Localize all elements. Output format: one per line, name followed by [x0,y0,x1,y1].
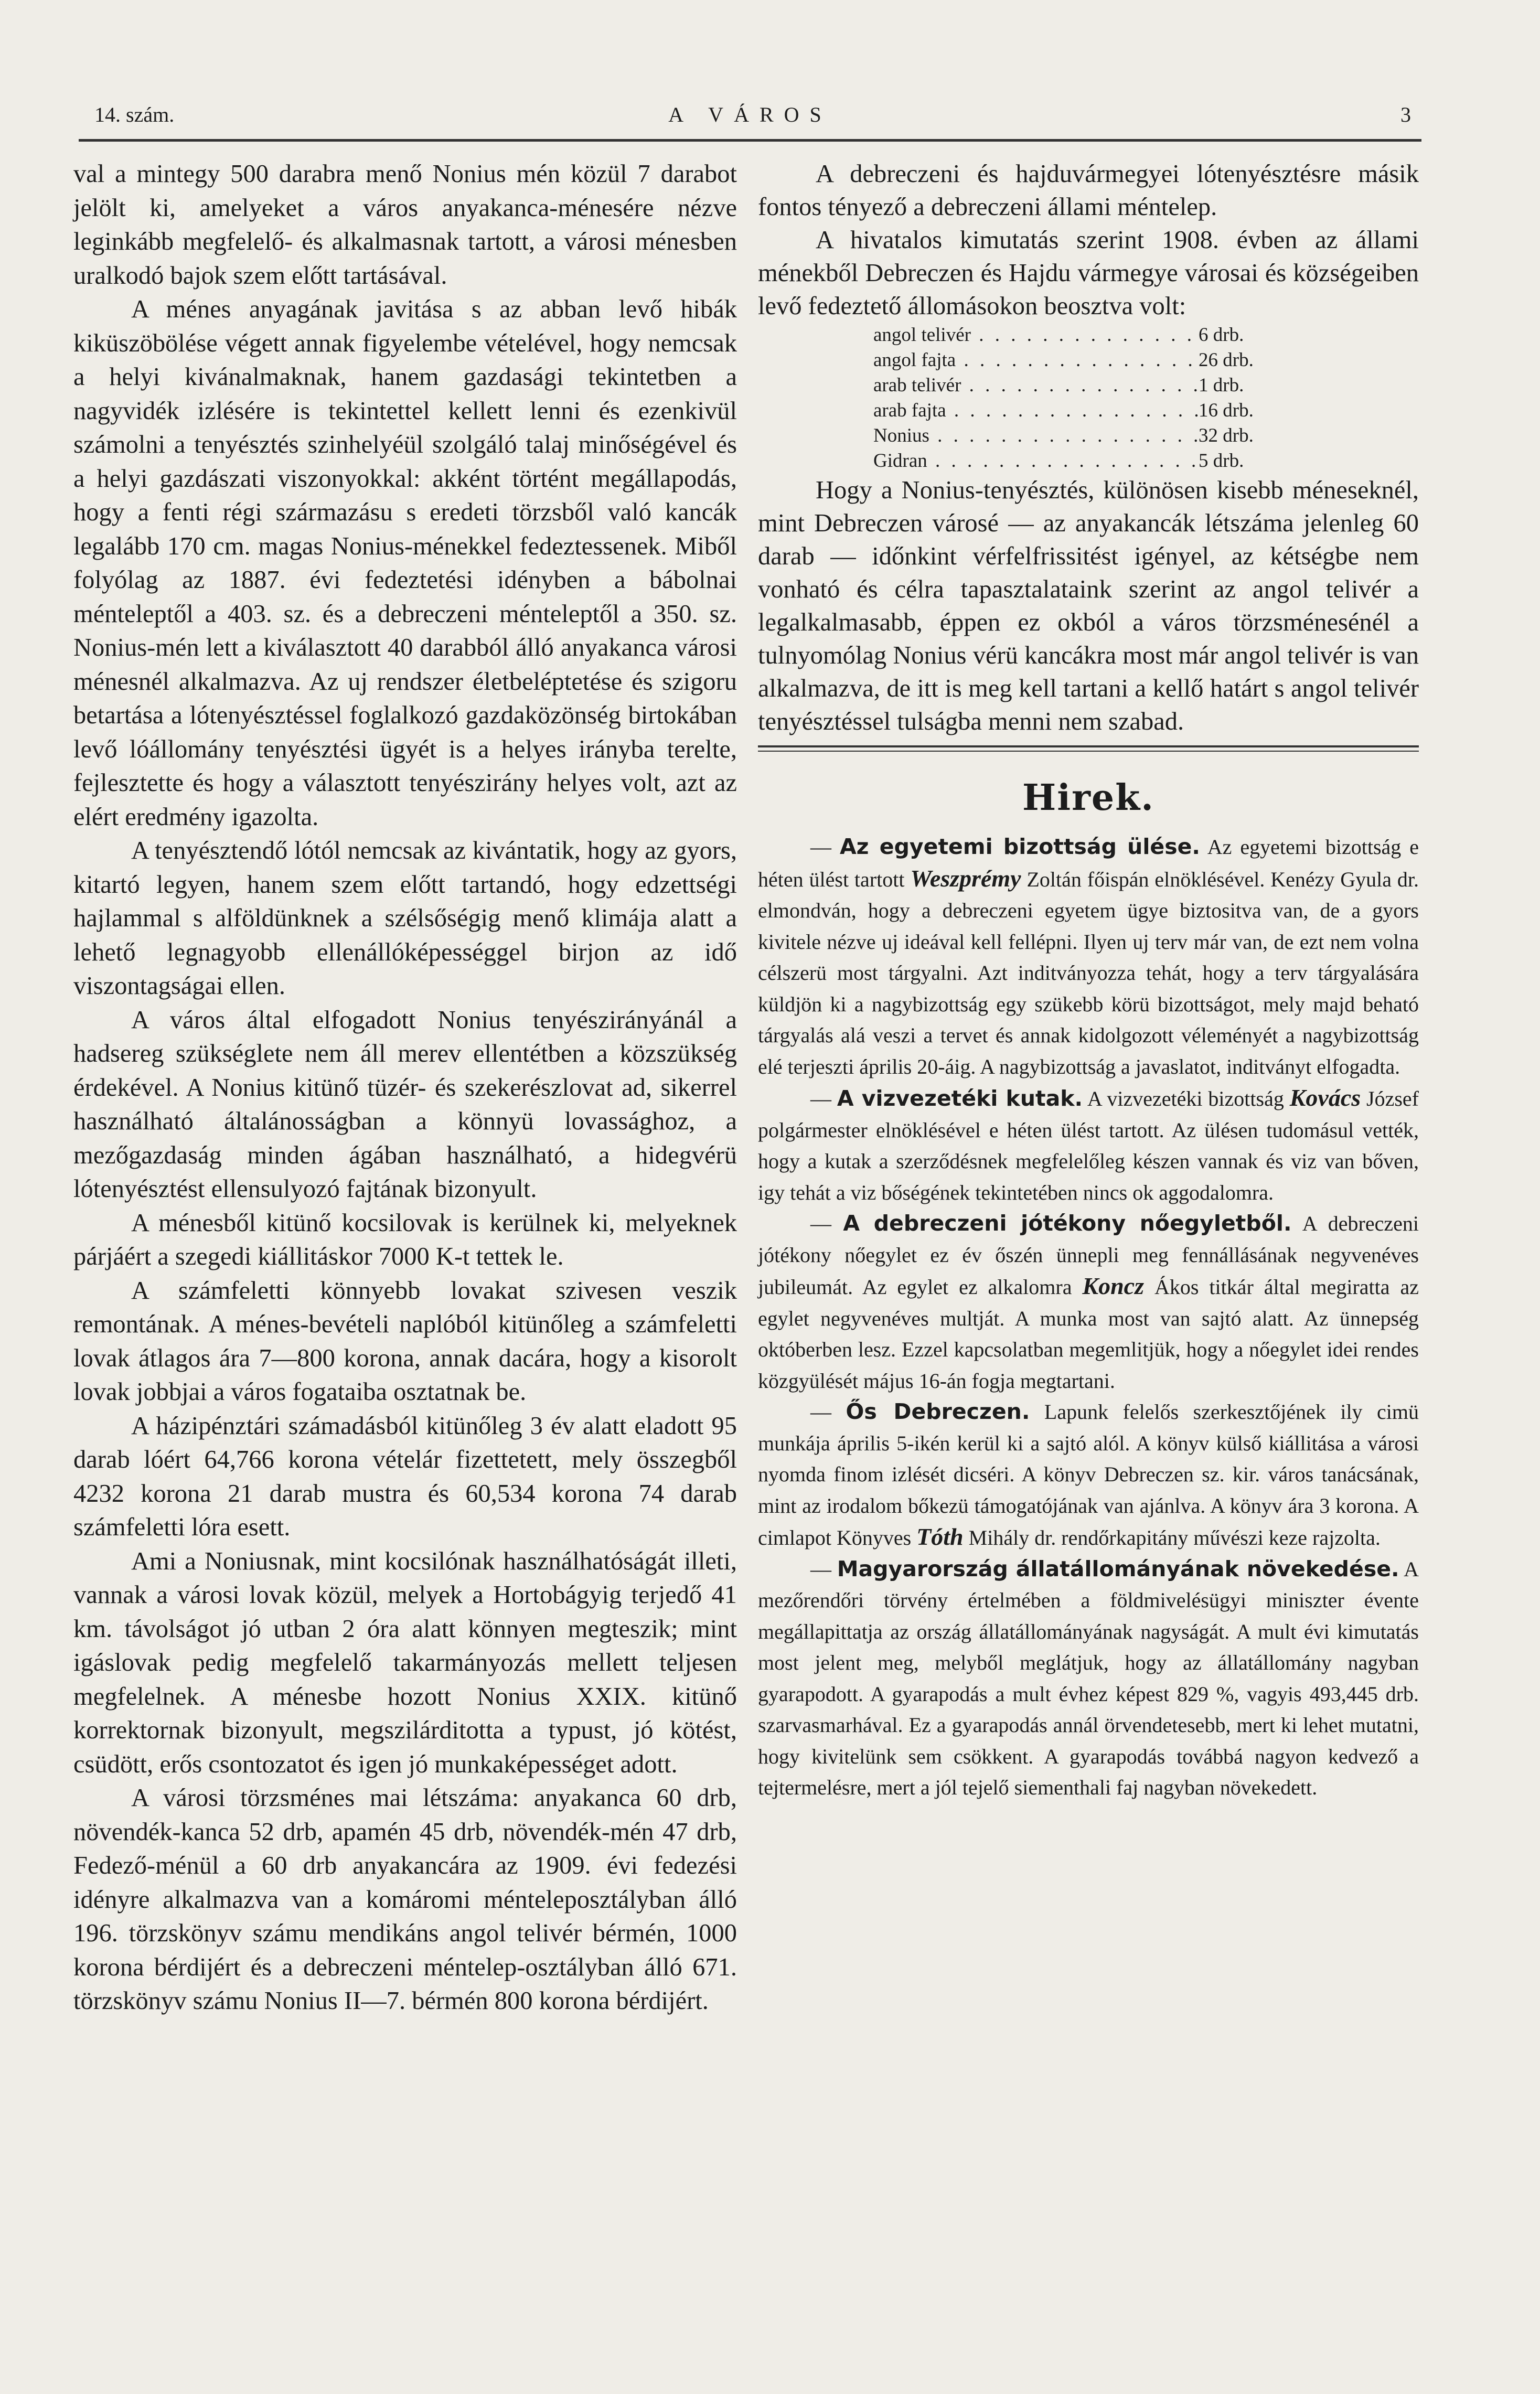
table-row [873,348,1293,373]
person-name: Koncz [1082,1273,1144,1299]
breed-count: 26 drb. [1199,349,1254,371]
masthead-title: A VÁROS [668,103,832,126]
breed-label: angol fajta . . . [873,348,1199,373]
news-item: — A debreczeni jótékony nőegyletből. A debreczeni jótékony nőegylet ez év őszén ünnepli meg fennállásának negyvenéves jubileumát. Az egylet ez alkalomra Koncz Ákos titkár által megiratta az egylet negyvenéves multját. A munka most van sajtó alatt. Az ünnepség októberben lesz. Ezzel kapcsolatban megemlitjük, hogy a nőegylet idei rendes közgyülését május 16-án fogja megtartani. [758,1211,1419,1393]
breed-count: 6 drb. [1199,324,1244,346]
news-text: Lapunk felelős szerkesztőjének ily cimü munkája április 5-ikén kerül ki a sajtó alól. A könyv külső kiállitása a városi nyomda finom izlését dicséri. A könyv Debreczen sz. kir. város tanácsának, mint az irodalom bőkezü támogatójának van ajánlva. A könyv ára 3 korona. A cimlapot Könyves [758,1400,1419,1549]
news-text: A mezőrendőri törvény értelmében a földmivelésügyi miniszter évente megállapittatja az ország állatállományának nagyságát. A mult évi kimutatás most jelent meg, melyből meglátjuk, hogy az állatállomány nagyban gyarapodott. A gyarapodás a mult évhez képest 829 %, vagyis 493,445 drb. szarvasmarhával. Ez a gyarapodás annál örvendetesebb, mert ki lehet mutatni, hogy kivitelünk sem csökkent. A gyarapodás továbbá nagyon kedvező a tejtermelésre, mert a jól tejelő siementhali faj nagyban növekedett. [758,1557,1419,1799]
breed-label: angol telivér . . . [873,323,1199,348]
news-text: Az egyetemi bizottság e héten ülést tartott [758,835,1419,891]
paragraph: A ménesből kitünő kocsilovak is kerülnek ki, melyeknek párjáért a szegedi kiállitáskor 7000 K-t tettek le. [73,1209,737,1270]
news-item: — Ős Debreczen. Lapunk felelős szerkesztőjének ily cimü munkája április 5-ikén kerül ki a sajtó alól. A könyv külső kiállitása a városi nyomda finom izlését dicséri. A könyv Debreczen sz. kir. város tanácsának, mint az irodalom bőkezü támogatójának van ajánlva. A könyv ára 3 korona. A cimlapot Könyves Tóth Mihály dr. rendőrkapitány művészi keze rajzolta. [758,1399,1419,1550]
paragraph: Ami a Noniusnak, mint kocsilónak használhatóságát illeti, vannak a városi lovak közül, melyek a Hortobágyig terjedő 41 km. távolságot jó utban 2 óra alatt könnyen megteszik; mint igáslovak pedig megfelelő takarmányozás mellett teljesen megfelelnek. A ménesbe hozott Nonius XXIX. kitünő korrektornak bizonyult, megszilárditotta a typust, jó kötést, csüdött, erős csontozatot és igen jó munkaképességet adott. [73,1547,737,1778]
news-text: Zoltán főispán elnöklésével. Kenézy Gyula dr. elmondván, hogy a debreczeni egyetem ügye biztositva van, de a gyors kivitele nézve uj ideával kell fellépni. Ilyen uj terv már van, de ezt nem volna célszerü most tárgyalni. Azt inditványozza tehát, hogy a terv tárgyalására küldjön ki a nagybizottság egy szükebb körü bizottságot, mely majd beható tárgyalás alá veszi a tervet és annak kidolgozott véleményét a nagybizottság elé terjeszti április 20-áig. A nagybizottság a javaslatot, inditványt elfogadta. [758,867,1419,1078]
breed-label: Gidran . . . [873,448,1199,474]
breed-count: 1 drb. [1199,375,1244,396]
news-item: — A vizvezetéki kutak. A vizvezetéki bizottság Kovács József polgármester elnöklésével e héten ülést tartott. Az ülésen tudomásul vették, hogy a kutak a szerződésnek megfelelőleg készen vannak és viz van bőven, igy tehát a viz bőségének tekintetében nincs ok aggodalomra. [758,1084,1419,1204]
news-headline: Az egyetemi bizottság ülése. [839,834,1200,859]
table-row [873,423,1293,448]
paragraph: A város által elfogadott Nonius tenyészirányánál a hadsereg szükséglete nem áll merev ellentétben a közszükség érdekével. A Nonius kitünő tüzér- és szekerészlovat ad, sikerrel használható általánosságban a könnyü lovassághoz, a mezőgazdaság minden ágában használható, a hidegvérü lótenyésztést ellensulyozó fajtának bizonyult. [73,1006,737,1203]
table-row [873,323,1293,348]
person-name: Kovács [1289,1084,1361,1111]
person-name: Weszprémy [910,864,1021,892]
news-headline: Magyarország állatállományának növekedése. [837,1556,1399,1581]
paragraph: A ménes anyagának javitása s az abban levő hibák kiküszöbölése végett annak figyelembe vételével, hogy nemcsak a helyi kivánalmaknak, hanem gazdasági tekintetben a nagyvidék izlésére is tekintettel kellett lenni és ezenkivül számolni a tenyésztés szinhelyéül szolgáló talaj minőségével és a helyi gazdászati viszonyokkal: akként történt megállapodás, hogy a fenti régi származásu s eredeti törzsből való kancák legalább 170 cm. magas Nonius-ménekkel fedeztessenek. Miből folyólag az 1887. évi fedeztetési idényben a bábolnai ménteleptől a 403. sz. és a debreczeni ménteleptől a 350. sz. Nonius-mén lett a kiválasztott 40 darabból álló anyakanca városi ménesnél alkalmazva. Az uj rendszer életbeléptetése és szigoru betartása a lótenyésztéssel foglalkozó gazdaközönség birtokában levő lóállomány tenyésztési ügyét is a helyes irányba terelte, fejlesztette és hogy a választott tenyészirány helyes volt, azt az elért eredmény igazolta. [73,295,737,831]
paragraph: A debreczeni és hajduvármegyei lótenyésztésre másik fontos tényező a debreczeni állami méntelep. [758,160,1419,221]
news-section-title: Hirek. [1022,777,1154,819]
table-row [873,398,1293,423]
news-text: A debreczeni jótékony nőegylet ez év őszén ünnepli meg fennállásának negyvenéves jubileumát. Az egylet ez alkalomra [758,1212,1419,1299]
news-text: Ákos titkár által megiratta az egylet negyvenéves multját. A munka most van sajtó alatt. Az ünnepség októberben lesz. Ezzel kapcsolatban megemlitjük, hogy a nőegylet idei rendes közgyülését május 16-án fogja megtartani. [758,1275,1419,1393]
paragraph: A házipénztári számadásból kitünőleg 3 év alatt eladott 95 darab lóért 64,766 korona vételár fizettetett, mely összegből 4232 korona 21 darab mustra és 60,534 korona 74 darab számfeletti lóra esett. [73,1412,737,1541]
paragraph: Hogy a Nonius-tenyésztés, különösen kisebb méneseknél, mint Debreczen városé — az anyakancák létszáma jelenleg 60 darab — időnkint vérfelfrissitést igényel, az kétségbe nem vonható és célra tapasztalataink szerint az angol telivér a legalkalmasabb, éppen ez okból a város törzsménesénél a tulnyomólag Nonius vérü kancákra most már angol telivér is van alkalmazva, de itt is meg kell tartani a kellő határt s angol telivér tenyésztéssel tulságba menni nem szabad. [758,476,1419,735]
paragraph: A hivatalos kimutatás szerint 1908. évben az állami ménekből Debreczen és Hajdu vármegye városai és községeiben levő fedeztető állomásokon beosztva volt: [758,226,1419,320]
table-row [873,448,1293,474]
page-header [79,102,1421,134]
breed-label: Nonius . . . [873,423,1199,448]
news-headline: A debreczeni jótékony nőegyletből. [843,1211,1292,1236]
issue-number: 14. szám. [94,103,175,126]
paragraph: val a mintegy 500 darabra menő Nonius mén közül 7 darabot jelölt ki, amelyeket a város anyakanca-ménesére nézve leginkább megfelelő- és alkalmasnak tartott, a városi ménesben uralkodó bajok szem előtt tartásával. [73,160,737,290]
left-column [73,157,737,2018]
news-text: A vizvezetéki bizottság [1083,1087,1290,1110]
news-item: — Az egyetemi bizottság ülése. Az egyetemi bizottság e héten ülést tartott Weszprémy Zoltán főispán elnöklésével. Kenézy Gyula dr. elmondván, hogy a debreczeni egyetem ügye biztositva van, de a gyors kivitele nézve uj ideával kell fellépni. Ilyen uj terv már van, de ezt nem volna célszerü most tárgyalni. Azt inditványozza tehát, hogy a terv tárgyalására küldjön ki a nagybizottság egy szükebb körü bizottságot, mely majd beható tárgyalás alá veszi a tervet és annak kidolgozott véleményét a nagybizottság elé terjeszti április 20-áig. A nagybizottság a javaslatot, inditványt elfogadta. [758,834,1419,1078]
header-rule [79,139,1421,142]
table-row [873,373,1293,398]
stallion-table [873,323,1293,474]
paragraph: A tenyésztendő lótól nemcsak az kivántatik, hogy az gyors, kitartó legyen, hanem szem előtt tartandó, hogy edzettségi hajlammal s alföldünknek a szélsőségig menő klimája alatt a lehető legnagyobb ellenállóképességgel birjon az idő viszontagságai ellen. [73,837,737,1000]
paragraph: A városi törzsménes mai létszáma: anyakanca 60 drb, növendék-kanca 52 drb, apamén 45 drb, növendék-mén 47 drb, Fedező-ménül a 60 drb anyakancára az 1909. évi fedezési idényre alkalmazva van a komáromi ménteleposztályban álló 196. törzskönyv számu mendikáns angol telivér bérmén, 1000 korona bérdijért és a debreczeni méntelep-osztályban álló 671. törzskönyv számu Nonius II—7. bérmén 800 korona bérdijért. [73,1784,737,2015]
news-headline: Ős Debreczen. [846,1399,1030,1424]
paragraph: A számfeletti könnyebb lovakat szivesen veszik remontának. A ménes-bevételi naplóból kitünőleg a számfeletti lovak átlagos ára 7—800 korona, annak dacára, hogy a kisorolt lovak jobbjai a város fogataiba osztatnak be. [73,1276,737,1406]
breed-count: 5 drb. [1199,450,1244,472]
page-number: 3 [1400,103,1411,126]
news-text: Mihály dr. rendőrkapitány művészi keze rajzolta. [963,1526,1381,1549]
news-headline: A vizvezetéki kutak. [837,1086,1083,1111]
person-name: Tóth [916,1523,964,1550]
right-column [758,157,1419,1803]
news-text: József polgármester elnöklésével e héten ülést tartott. Az ülésen tudomásul vették, hogy a kutak a szerződésnek megfelelőleg készen vannak és viz van bőven, igy tehát a viz bőségének tekintetében nincs ok aggodalomra. [758,1087,1419,1204]
breed-label: arab telivér . . . [873,373,1199,398]
breed-count: 32 drb. [1199,425,1254,446]
breed-label: arab fajta . . . [873,398,1199,423]
section-divider [758,745,1419,752]
breed-count: 16 drb. [1199,400,1254,421]
news-item: — Magyarország állatállományának növekedése. A mezőrendőri törvény értelmében a földmivelésügyi miniszter évente megállapittatja az ország állatállományának nagyságát. A mult évi kimutatás most jelent meg, melyből meglátjuk, hogy az állatállomány nagyban gyarapodott. A gyarapodás a mult évhez képest 829 %, vagyis 493,445 drb. szarvasmarhával. Ez a gyarapodás annál örvendetesebb, mert ki lehet mutatni, hogy kivitelünk sem csökkent. A gyarapodás továbbá nagyon kedvező a tejtermelésre, mert a jól tejelő siementhali faj nagyban növekedett. [758,1556,1419,1799]
news-list [758,831,1419,1803]
